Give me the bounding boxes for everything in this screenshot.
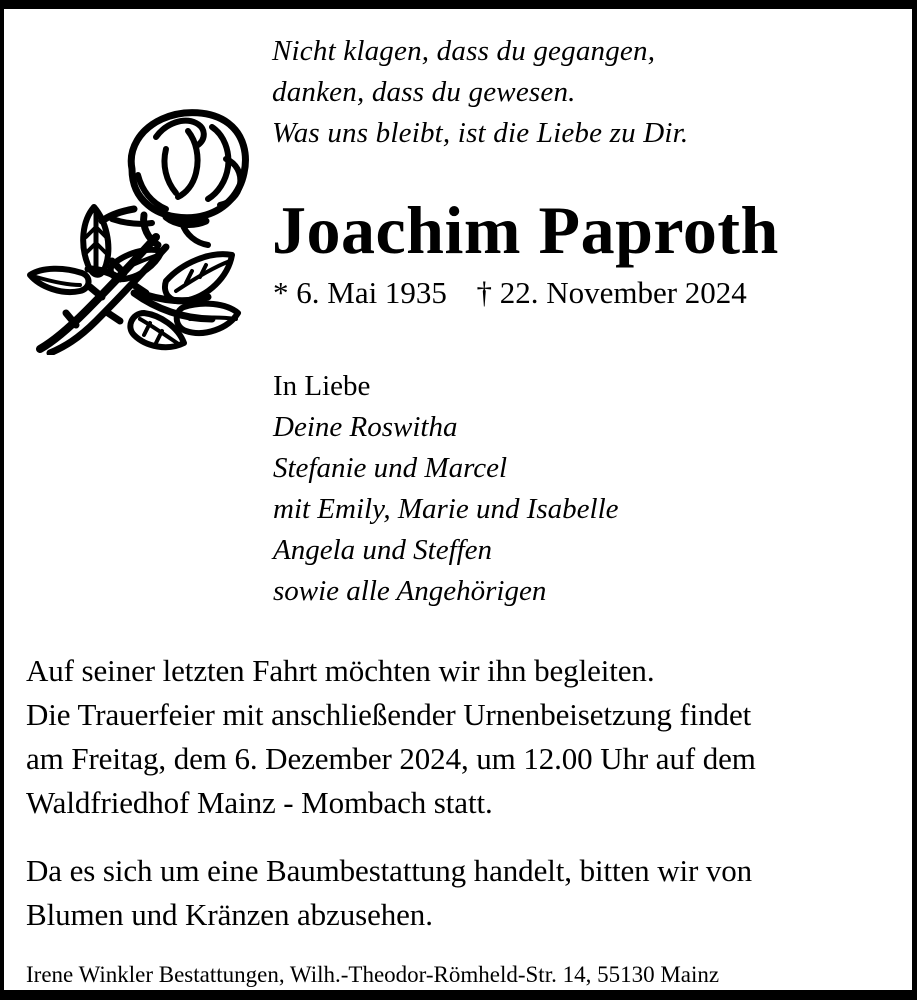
rose-icon <box>16 97 258 355</box>
service-line-3: am Freitag, dem 6. Dezember 2024, um 12.00 Uhr auf dem <box>26 741 756 776</box>
service-line-2: Die Trauerfeier mit anschließender Urnenbeisetzung findet <box>26 697 752 732</box>
border-top <box>0 0 917 9</box>
survivors-lead: In Liebe <box>273 370 371 402</box>
birth-symbol: * <box>273 275 289 310</box>
verse-line-3: Was uns bleibt, ist die Liebe zu Dir. <box>272 117 689 149</box>
service-line-1: Auf seiner letzten Fahrt möchten wir ihn begleiten. <box>26 653 655 688</box>
service-line-4: Waldfriedhof Mainz - Mombach statt. <box>26 785 493 820</box>
life-dates <box>273 275 747 311</box>
survivor-line-5: sowie alle Angehörigen <box>273 575 547 607</box>
request-line-2: Blumen und Kränzen abzusehen. <box>26 897 433 932</box>
death-cross-icon: † <box>476 275 492 310</box>
survivors-block <box>273 366 619 612</box>
notice-content <box>4 9 912 990</box>
survivor-line-3: mit Emily, Marie und Isabelle <box>273 493 619 525</box>
verse-line-1: Nicht klagen, dass du gegangen, <box>272 35 656 67</box>
flowers-request <box>26 849 752 937</box>
survivor-line-4: Angela und Steffen <box>273 534 493 566</box>
request-line-1: Da es sich um eine Baumbestattung handelt, bitten wir von <box>26 853 753 888</box>
survivor-line-2: Stefanie und Marcel <box>273 452 508 484</box>
deceased-name: Joachim Paproth <box>272 192 779 268</box>
funeral-home-footer: Irene Winkler Bestattungen, Wilh.-Theodor-Römheld-Str. 14, 55130 Mainz <box>26 962 720 987</box>
birth-date: 6. Mai 1935 <box>296 275 447 310</box>
verse-line-2: danken, dass du gewesen. <box>272 76 576 108</box>
service-details <box>26 649 756 825</box>
death-date: 22. November 2024 <box>499 275 747 310</box>
memorial-verse <box>272 31 688 154</box>
survivor-line-1: Deine Roswitha <box>273 411 458 443</box>
border-bottom <box>0 990 917 1000</box>
border-right <box>912 0 917 1000</box>
